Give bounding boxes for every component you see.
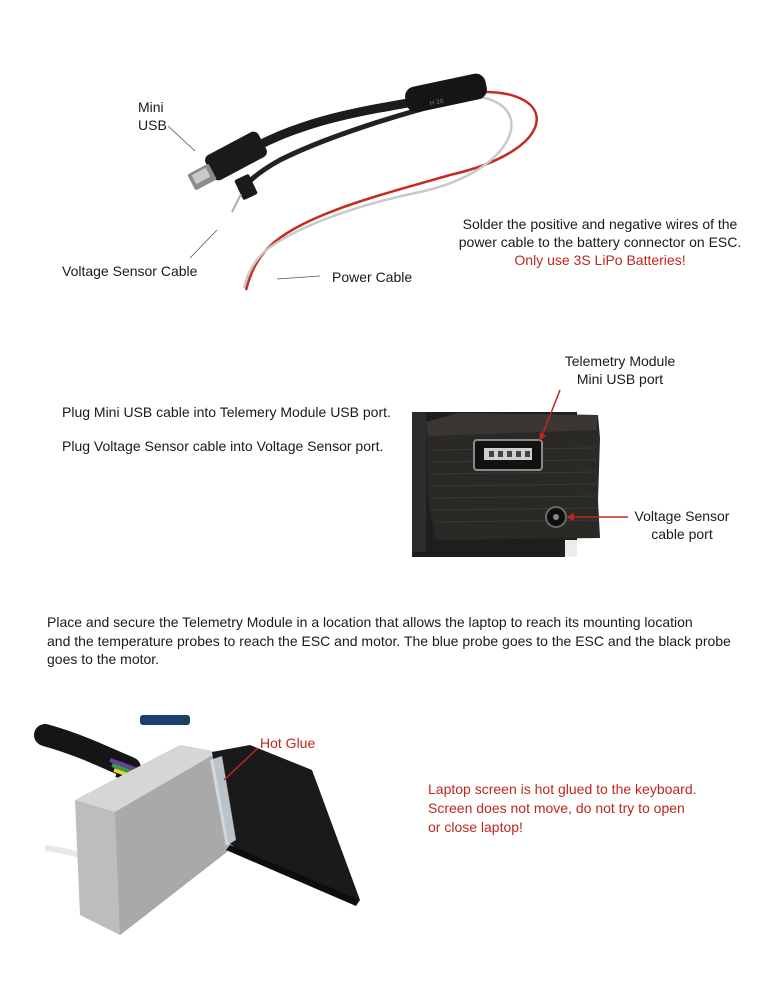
voltage-sensor-cable-label: Voltage Sensor Cable bbox=[62, 263, 198, 279]
power-cable-label: Power Cable bbox=[332, 269, 413, 285]
placement-line3: goes to the motor. bbox=[47, 651, 160, 667]
telemetry-port-label-line1: Telemetry Module bbox=[564, 353, 676, 369]
plug-usb-instruction: Plug Mini USB cable into Telemery Module USB port. bbox=[62, 404, 391, 420]
laptop-warning-line1: Laptop screen is hot glued to the keyboard. bbox=[428, 781, 697, 797]
voltage-port-label-line1: Voltage Sensor bbox=[634, 508, 730, 524]
telemetry-port-label-line2: Mini USB port bbox=[576, 371, 664, 387]
solder-instruction-line1: Solder the positive and negative wires of the bbox=[462, 216, 738, 232]
solder-instruction-line2: power cable to the battery connector on ESC. bbox=[458, 234, 742, 250]
placement-line1: Place and secure the Telemetry Module in a location that allows the laptop to reach its mounting location bbox=[47, 614, 693, 630]
placement-line2: and the temperature probes to reach the ESC and motor. The blue probe goes to the ESC and the black probe bbox=[47, 632, 731, 649]
hot-glue-label: Hot Glue bbox=[260, 735, 316, 751]
voltage-port-label-line2: cable port bbox=[651, 526, 713, 542]
laptop-warning bbox=[428, 780, 697, 837]
mini-usb-label-line2: USB bbox=[138, 117, 167, 133]
battery-warning: Only use 3S LiPo Batteries! bbox=[514, 252, 686, 268]
plug-voltage-instruction: Plug Voltage Sensor cable into Voltage Sensor port. bbox=[62, 438, 384, 454]
laptop-warning-line2: Screen does not move, do not try to open bbox=[428, 800, 685, 816]
mini-usb-label-line1: Mini bbox=[138, 99, 164, 115]
laptop-warning-line3: or close laptop! bbox=[428, 819, 523, 835]
svg-text:H 20: H 20 bbox=[429, 97, 445, 108]
